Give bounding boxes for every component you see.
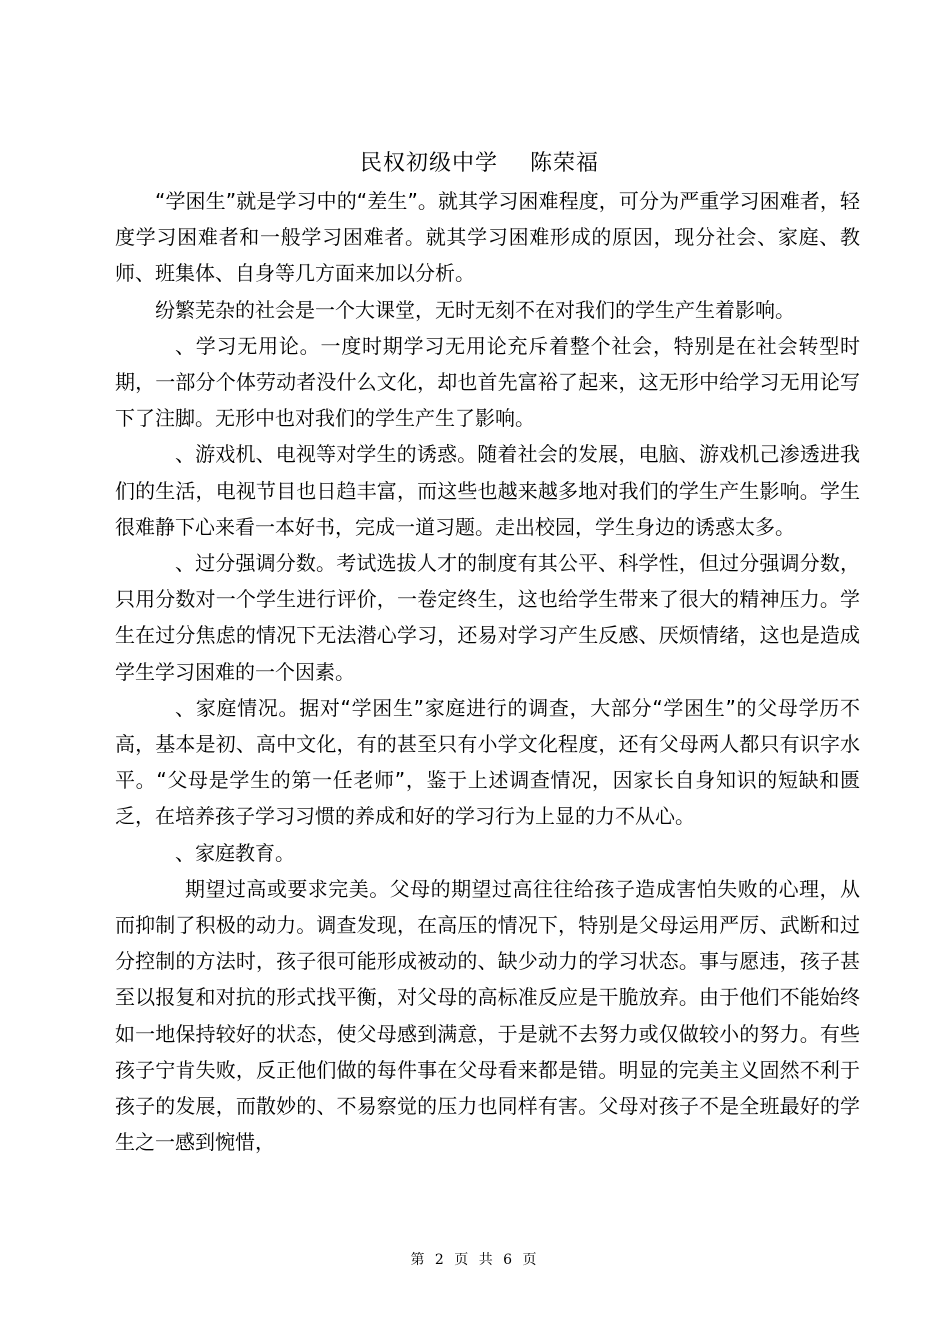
page-number-footer: 第 2 页 共 6 页 <box>410 1252 540 1268</box>
society-item-1: 、学习无用论。一度时期学习无用论充斥着整个社会，特别是在社会转型时期，一部分个体劳动者没什么文化，却也首先富裕了起来，这无形中给学习无用论写下了注脚。无形中也对我们的学生产生了影响。 <box>115 333 860 431</box>
society-lead-paragraph: 纷繁芜杂的社会是一个大课堂，无时无刻不在对我们的学生产生着影响。 <box>155 297 795 322</box>
intro-paragraph: “学困生”就是学习中的“差生”。就其学习困难程度，可分为严重学习困难者，轻度学习困难者和一般学习困难者。就其学习困难形成的原因，现分社会、家庭、教师、班集体、自身等几方面来加以分析。 <box>115 189 860 286</box>
family-item-2: 、家庭教育。 <box>175 840 295 865</box>
family-item-2-detail: 期望过高或要求完美。父母的期望过高往往给孩子造成害怕失败的心理，从而抑制了积极的动力。调查发现，在高压的情况下，特别是父母运用严厉、武断和过分控制的方法时，孩子很可能形成被动的、缺少动力的学习状态。事与愿违，孩子甚至以报复和对抗的形式找平衡，对父母的高标准反应是干脆放弃。由于他们不能始终如一地保持较好的状态，使父母感到满意，于是就不去努力或仅做较小的努力。有些孩子宁肯失败，反正他们做的每件事在父母看来都是错。明显的完美主义固然不利于孩子的发展，而散妙的、不易察觉的压力也同样有害。父母对孩子不是全班最好的学生之一感到惋惜， <box>115 876 860 1155</box>
family-item-1: 、家庭情况。据对“学困生”家庭进行的调查，大部分“学困生”的父母学历不高，基本是初、高中文化，有的甚至只有小学文化程度，还有父母两人都只有识字水平。“父母是学生的第一任老师”，鉴于上述调查情况，因家长自身知识的短缺和匮乏，在培养孩子学习习惯的养成和好的学习行为上显的力不从心。 <box>115 695 860 829</box>
document-body <box>115 183 860 1160</box>
author-line: 民权初级中学 陈荣福 <box>360 151 599 176</box>
society-item-3: 、过分强调分数。考试选拔人才的制度有其公平、科学性，但过分强调分数，只用分数对一个学生进行评价，一卷定终生，这也给学生带来了很大的精神压力。学生在过分焦虑的情况下无法潜心学习，还易对学习产生反感、厌烦情绪，这也是造成学生学习困难的一个因素。 <box>115 551 860 684</box>
society-item-2: 、游戏机、电视等对学生的诱惑。随着社会的发展，电脑、游戏机己渗透进我们的生活，电视节目也日趋丰富，而这些也越来越多地对我们的学生产生影响。学生很难静下心来看一本好书，完成一道习题。走出校园，学生身边的诱惑太多。 <box>115 442 860 539</box>
